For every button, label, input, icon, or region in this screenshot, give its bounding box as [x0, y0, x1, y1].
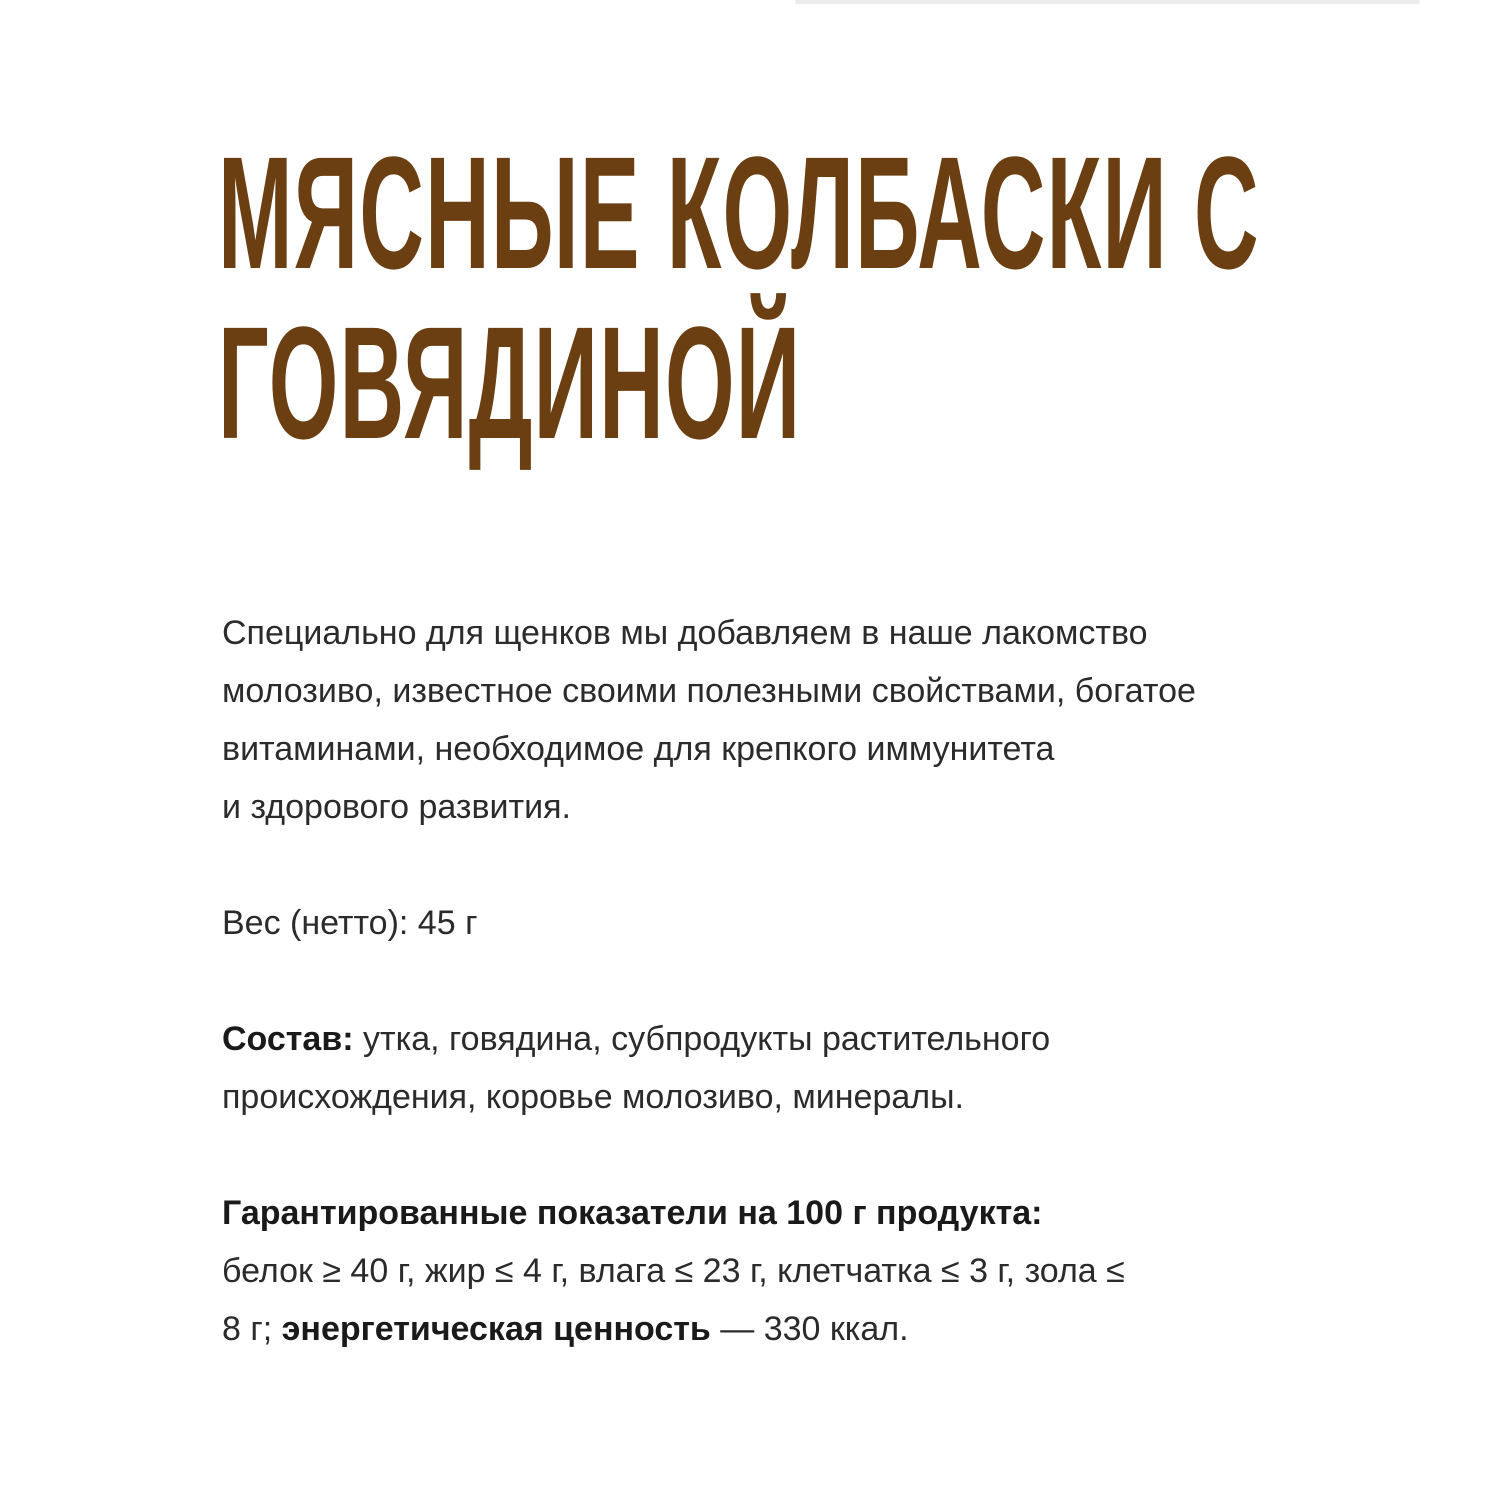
description-line-1: Специально для щенков мы добавляем в наше лакомство [222, 614, 1148, 652]
description-paragraph [222, 604, 1412, 836]
guaranteed-paragraph [222, 1184, 1412, 1358]
composition-text-2: происхождения, коровье молозиво, минералы. [222, 1078, 964, 1116]
composition-text-1: утка, говядина, субпродукты растительного [353, 1020, 1051, 1058]
energy-value: — 330 ккал. [710, 1310, 909, 1348]
guaranteed-heading: Гарантированные показатели на 100 г продукта: [222, 1194, 1043, 1232]
description-line-3: витаминами, необходимое для крепкого иммунитета [222, 730, 1055, 768]
guaranteed-line-1: белок ≥ 40 г, жир ≤ 4 г, влага ≤ 23 г, клетчатка ≤ 3 г, зола ≤ [222, 1252, 1125, 1290]
description-line-4: и здорового развития. [222, 788, 571, 826]
title-line-2: ГОВЯДИНОЙ [218, 293, 802, 472]
product-info [222, 604, 1412, 1358]
guaranteed-line-2-start: 8 г; [222, 1310, 282, 1348]
energy-label: энергетическая ценность [281, 1310, 711, 1348]
page-title [218, 123, 1260, 472]
description-line-2: молозиво, известное своими полезными свойствами, богатое [222, 672, 1196, 710]
top-divider [795, 0, 1420, 4]
composition-paragraph [222, 1010, 1412, 1126]
weight-text: Вес (нетто): 45 г [222, 904, 478, 942]
composition-label: Состав: [222, 1020, 354, 1058]
title-line-1: МЯСНЫЕ КОЛБАСКИ С [218, 123, 1260, 302]
